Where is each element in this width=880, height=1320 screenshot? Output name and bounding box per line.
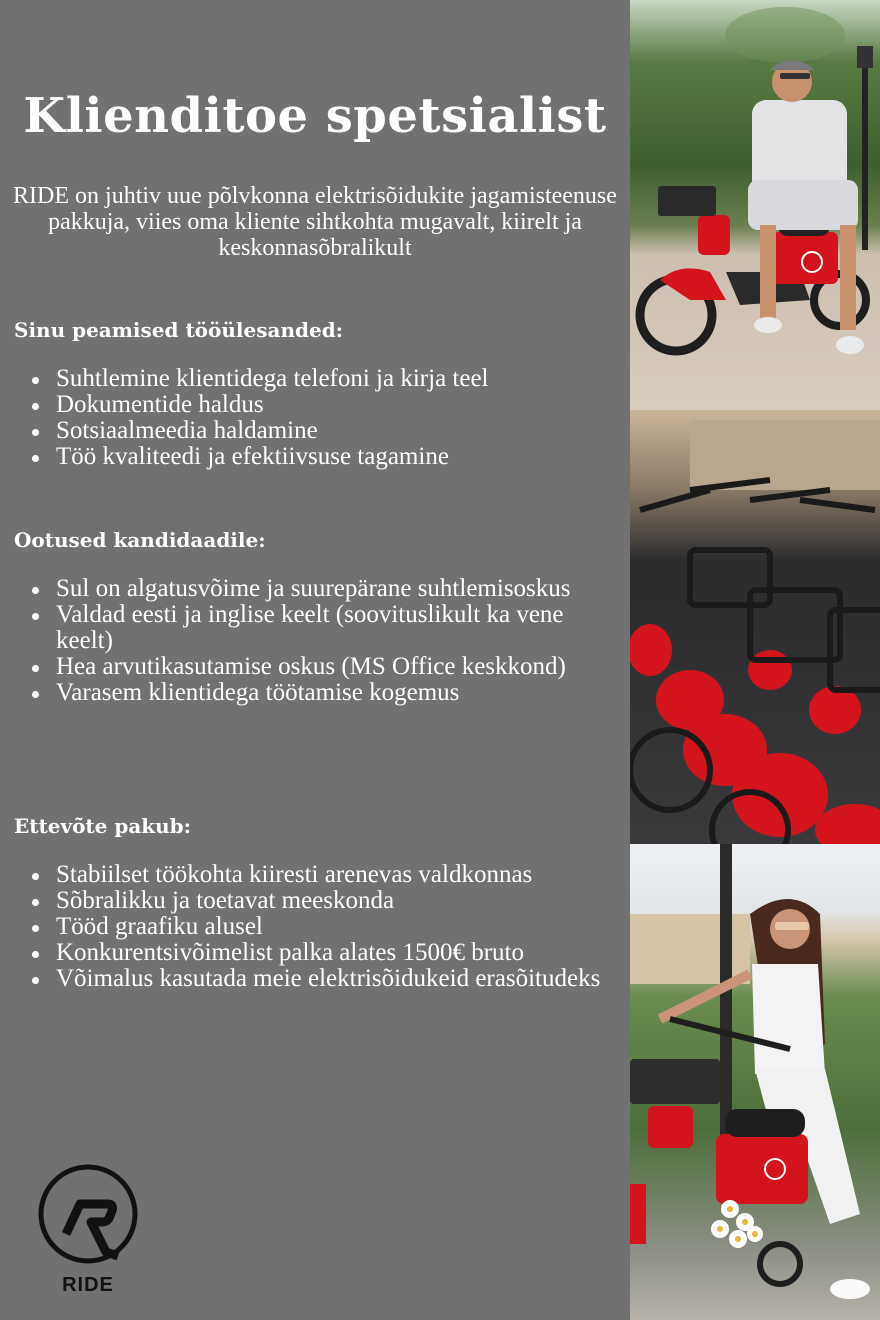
section-expectations (14, 526, 614, 706)
list-item: Võimalus kasutada meie elektrisõidukeid erasõitudeks (56, 966, 614, 992)
logo-wordmark: RIDE (62, 1274, 114, 1296)
section-heading: Sinu peamised tööülesanded: (14, 318, 344, 342)
section-offer (14, 812, 614, 992)
section-heading: Ootused kandidaadile: (14, 528, 266, 552)
job-title: Klienditoe spetsialist (23, 88, 607, 144)
bullet-list (14, 366, 614, 470)
ride-r-circle-icon (36, 1164, 140, 1268)
scooter-woman-illustration (630, 844, 880, 1320)
list-item: Hea arvutikasutamise oskus (MS Office keskkond) (56, 654, 614, 680)
section-heading: Ettevõte pakub: (14, 814, 192, 838)
bullet-list (14, 862, 614, 992)
list-item: Suhtlemine klientidega telefoni ja kirja teel (56, 366, 614, 392)
list-item: Dokumentide haldus (56, 392, 614, 418)
list-item: Varasem klientidega töötamise kogemus (56, 680, 614, 706)
photo-man-on-scooter (630, 0, 880, 410)
section-responsibilities (14, 316, 614, 470)
photo-woman-on-scooter (630, 844, 880, 1320)
list-item: Sul on algatusvõime ja suurepärane suhtlemisoskus (56, 576, 614, 602)
scooter-illustration (630, 0, 880, 410)
ride-logo (36, 1164, 140, 1304)
list-item: Tööd graafiku alusel (56, 914, 614, 940)
list-item: Töö kvaliteedi ja efektiivsuse tagamine (56, 444, 614, 470)
list-item: Valdad eesti ja inglise keelt (soovituslikult ka vene keelt) (56, 602, 614, 654)
list-item: Stabiilset töökohta kiiresti arenevas valdkonnas (56, 862, 614, 888)
list-item: Sõbralikku ja toetavat meeskonda (56, 888, 614, 914)
company-intro: RIDE on juhtiv uue põlvkonna elektrisõidukite jagamisteenuse pakkuja, viies oma kliente sihtkohta mugavalt, kiirelt ja keskonnasõbralikult (13, 183, 617, 261)
photo-scooter-fleet (630, 410, 880, 844)
list-item: Konkurentsivõimelist palka alates 1500€ bruto (56, 940, 614, 966)
bullet-list (14, 576, 614, 706)
list-item: Sotsiaalmeedia haldamine (56, 418, 614, 444)
photo-column (630, 0, 880, 1320)
scooter-fleet-illustration (630, 410, 880, 844)
